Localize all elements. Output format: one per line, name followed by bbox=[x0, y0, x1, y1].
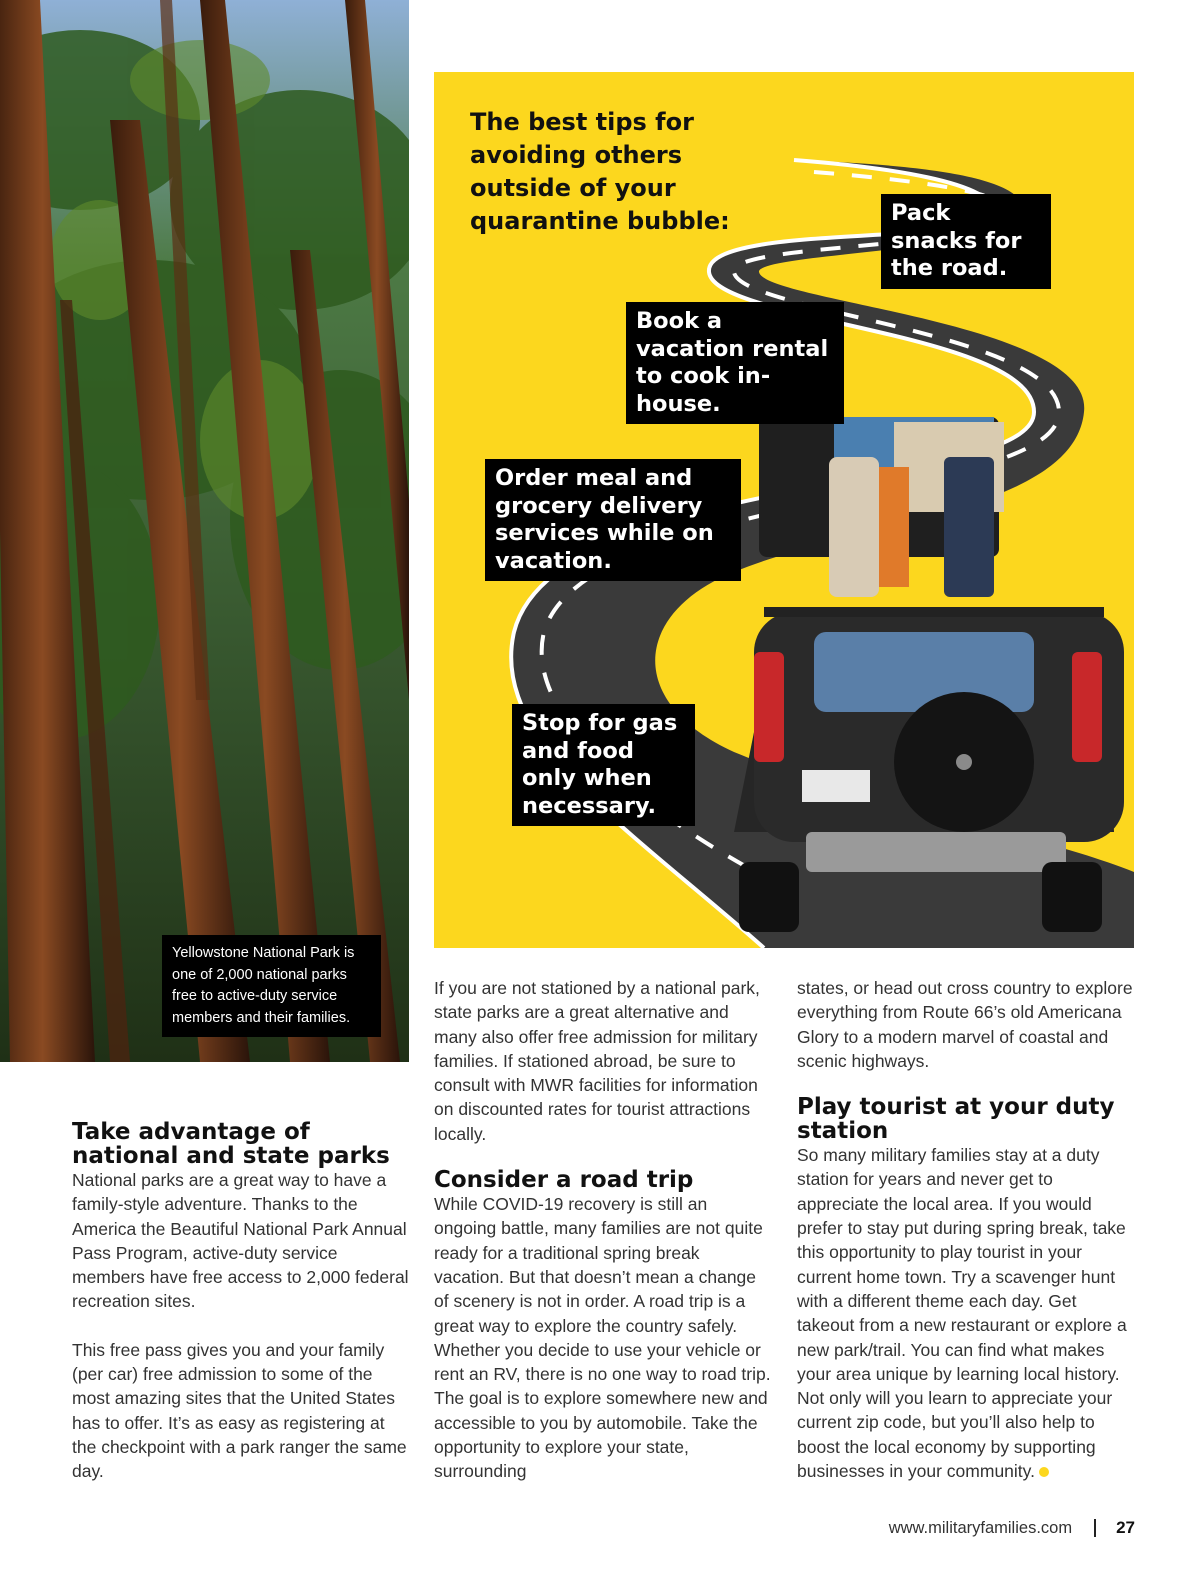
road-trip-continued: states, or head out cross country to explore everything from Route 66’s old Americana Glory to a modern marvel of coastal and scenic highways. bbox=[797, 978, 1133, 1071]
forest-photo bbox=[0, 0, 409, 1062]
page-number: 27 bbox=[1116, 1518, 1135, 1537]
tip-gas-and-food: Stop for gas and food only when necessary. bbox=[512, 704, 695, 826]
footer-divider bbox=[1094, 1519, 1096, 1537]
tourist-paragraph: So many military families stay at a duty station for years and never get to appreciate the local area. If you would prefer to stay put during spring break, take this opportunity to play tourist in your current home town. Try a scavenger hunt with a different theme each day. Get takeout from a new restaurant or explore a new park/trail. You can find what makes your area unique by learning local history. Not only will you learn to appreciate your current zip code, but you’ll also help to boost the local economy by supporting businesses in your community. bbox=[797, 1145, 1127, 1482]
end-mark-icon bbox=[1039, 1467, 1049, 1477]
parks-paragraph-2: This free pass gives you and your family (per car) free admission to some of the most amazing sites that the United States has to offer. It’s as easy as registering at the checkpoint with a park ranger the same day. bbox=[72, 1339, 407, 1482]
forest-illustration bbox=[0, 0, 409, 1062]
section-heading-parks: Take advantage of national and state parks bbox=[72, 1119, 390, 1169]
road-trip-paragraph: While COVID-19 recovery is still an ongoing battle, many families are not quite ready for a traditional spring break vacation. But that doesn’t mean a change of scenery is not in order. A road trip is a great way to explore the country safely. Whether you decide to use your vehicle or rent an RV, there is no one way to road trip. The goal is to explore somewhere new and accessible to you by automobile. Take the opportunity to explore your state, surrounding bbox=[434, 1194, 771, 1482]
state-parks-paragraph: If you are not stationed by a national park, state parks are a great alternative and many also offer free admission for military families. If stationed abroad, be sure to consult with MWR facilities for information on discounted rates for tourist attractions locally. bbox=[434, 978, 760, 1144]
infographic-title: The best tips for avoiding others outside of your quarantine bubble: bbox=[470, 108, 730, 235]
page-footer bbox=[889, 1518, 1135, 1538]
article-column-1 bbox=[72, 1120, 412, 1484]
article-column-2 bbox=[434, 976, 774, 1484]
tip-vacation-rental: Book a vacation rental to cook in-house. bbox=[626, 302, 844, 424]
tip-meal-delivery: Order meal and grocery delivery services while on vacation. bbox=[485, 459, 741, 581]
tip-pack-snacks: Pack snacks for the road. bbox=[881, 194, 1051, 289]
article-column-3 bbox=[797, 976, 1137, 1483]
website-url: www.militaryfamilies.com bbox=[888, 1518, 1073, 1537]
photo-caption: Yellowstone National Park is one of 2,000 national parks free to active-duty service members and their families. bbox=[162, 935, 381, 1037]
roadtrip-infographic bbox=[434, 72, 1134, 948]
section-heading-tourist: Play tourist at your duty station bbox=[797, 1094, 1115, 1145]
section-heading-road-trip: Consider a road trip bbox=[434, 1167, 694, 1194]
parks-paragraph-1: National parks are a great way to have a family-style adventure. Thanks to the America the Beautiful National Park Annual Pass Program, active-duty service members have free access to 2,000 federal recreation sites. bbox=[72, 1170, 409, 1312]
